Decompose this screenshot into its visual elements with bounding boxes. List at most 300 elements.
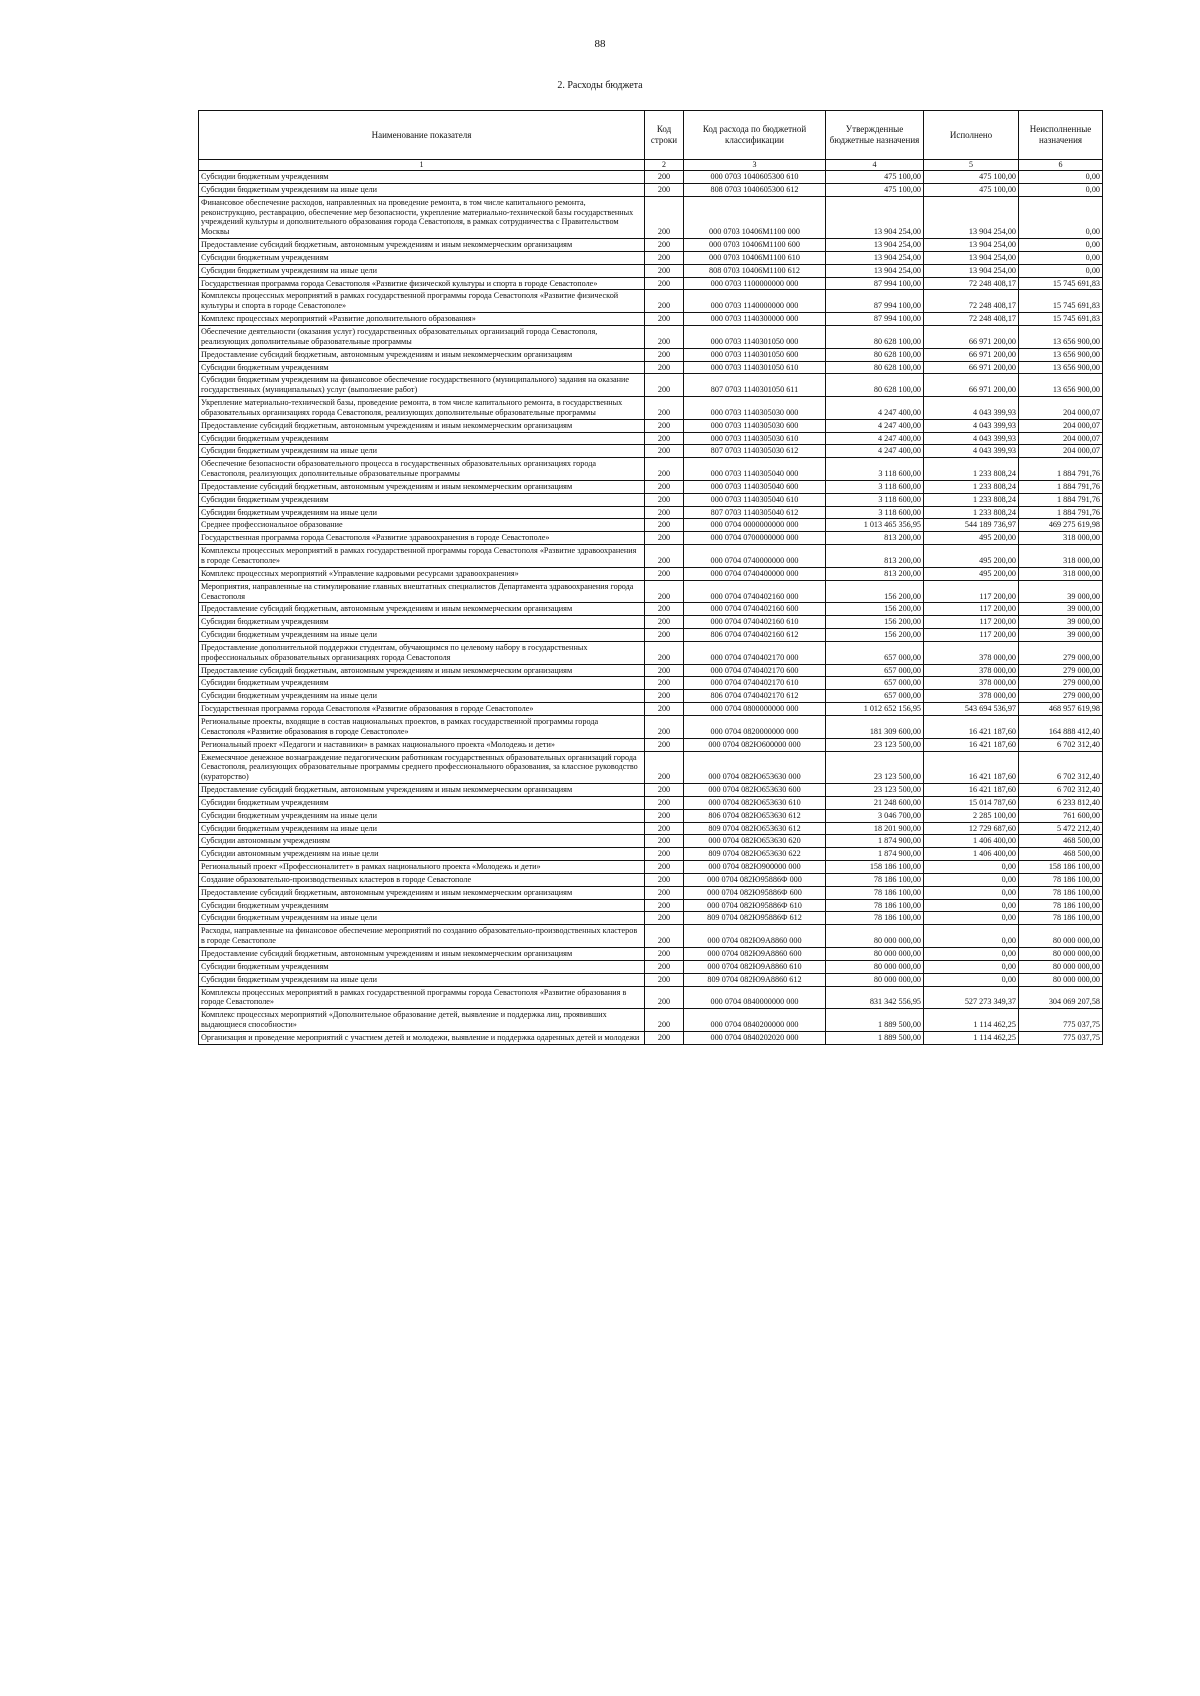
row-unexecuted: 158 186 100,00 <box>1019 861 1103 874</box>
table-row <box>199 986 1103 1009</box>
table-row <box>199 809 1103 822</box>
row-unexecuted: 468 957 619,98 <box>1019 703 1103 716</box>
row-approved: 78 186 100,00 <box>826 899 924 912</box>
row-name: Субсидии бюджетным учреждениям <box>199 251 645 264</box>
row-approved: 156 200,00 <box>826 616 924 629</box>
row-approved: 80 628 100,00 <box>826 374 924 397</box>
table-row <box>199 703 1103 716</box>
row-executed: 72 248 408,17 <box>924 277 1019 290</box>
row-line-code: 200 <box>645 835 684 848</box>
column-number: 2 <box>645 160 684 171</box>
row-unexecuted: 775 037,75 <box>1019 1031 1103 1044</box>
row-unexecuted: 0,00 <box>1019 196 1103 238</box>
row-unexecuted: 6 702 312,40 <box>1019 738 1103 751</box>
row-unexecuted: 15 745 691,83 <box>1019 313 1103 326</box>
row-executed: 1 233 808,24 <box>924 506 1019 519</box>
row-unexecuted: 304 069 207,58 <box>1019 986 1103 1009</box>
row-name: Мероприятия, направленные на стимулирование главных внештатных специалистов Департамента здравоохранения города Севастополя <box>199 580 645 603</box>
row-approved: 23 123 500,00 <box>826 751 924 784</box>
row-expense-code: 000 0704 0820000000 000 <box>684 715 826 738</box>
row-approved: 78 186 100,00 <box>826 912 924 925</box>
row-expense-code: 000 0703 1140305040 000 <box>684 458 826 481</box>
header-executed: Исполнено <box>924 111 1019 160</box>
row-name: Создание образовательно-производственных кластеров в городе Севастополе <box>199 873 645 886</box>
row-line-code: 200 <box>645 277 684 290</box>
row-line-code: 200 <box>645 325 684 348</box>
row-line-code: 200 <box>645 664 684 677</box>
row-executed: 16 421 187,60 <box>924 715 1019 738</box>
row-line-code: 200 <box>645 738 684 751</box>
row-expense-code: 809 0704 082Ю95886Ф 612 <box>684 912 826 925</box>
row-name: Субсидии бюджетным учреждениям <box>199 361 645 374</box>
row-executed: 16 421 187,60 <box>924 738 1019 751</box>
table-row <box>199 848 1103 861</box>
row-unexecuted: 13 656 900,00 <box>1019 361 1103 374</box>
row-expense-code: 000 0704 082Ю600000 000 <box>684 738 826 751</box>
table-row <box>199 973 1103 986</box>
row-expense-code: 000 0703 1140305030 600 <box>684 419 826 432</box>
table-row <box>199 1009 1103 1032</box>
table-row <box>199 567 1103 580</box>
row-line-code: 200 <box>645 715 684 738</box>
row-approved: 3 118 600,00 <box>826 493 924 506</box>
row-line-code: 200 <box>645 809 684 822</box>
row-expense-code: 000 0704 0740402160 610 <box>684 616 826 629</box>
row-line-code: 200 <box>645 796 684 809</box>
table-row <box>199 751 1103 784</box>
row-expense-code: 807 0703 1140305040 612 <box>684 506 826 519</box>
column-number: 5 <box>924 160 1019 171</box>
row-approved: 657 000,00 <box>826 641 924 664</box>
row-executed: 117 200,00 <box>924 603 1019 616</box>
row-name: Субсидии бюджетным учреждениям <box>199 677 645 690</box>
row-name: Комплекс процессных мероприятий «Развитие дополнительного образования» <box>199 313 645 326</box>
row-name: Предоставление субсидий бюджетным, автономным учреждениям и иным некоммерческим организациям <box>199 784 645 797</box>
row-expense-code: 806 0704 082Ю653630 612 <box>684 809 826 822</box>
row-executed: 12 729 687,60 <box>924 822 1019 835</box>
row-expense-code: 000 0703 10406М1100 000 <box>684 196 826 238</box>
row-approved: 13 904 254,00 <box>826 196 924 238</box>
row-expense-code: 806 0704 0740402170 612 <box>684 690 826 703</box>
row-name: Субсидии бюджетным учреждениям <box>199 493 645 506</box>
row-executed: 378 000,00 <box>924 677 1019 690</box>
row-name: Субсидии бюджетным учреждениям на иные цели <box>199 912 645 925</box>
row-approved: 80 000 000,00 <box>826 925 924 948</box>
row-approved: 3 118 600,00 <box>826 480 924 493</box>
table-row <box>199 960 1103 973</box>
row-executed: 13 904 254,00 <box>924 239 1019 252</box>
row-line-code: 200 <box>645 532 684 545</box>
row-executed: 0,00 <box>924 899 1019 912</box>
row-expense-code: 000 0703 1140301050 000 <box>684 325 826 348</box>
row-unexecuted: 39 000,00 <box>1019 603 1103 616</box>
row-approved: 4 247 400,00 <box>826 419 924 432</box>
row-name: Среднее профессиональное образование <box>199 519 645 532</box>
row-line-code: 200 <box>645 506 684 519</box>
row-unexecuted: 13 656 900,00 <box>1019 348 1103 361</box>
row-executed: 378 000,00 <box>924 690 1019 703</box>
row-executed: 495 200,00 <box>924 532 1019 545</box>
row-line-code: 200 <box>645 1009 684 1032</box>
row-executed: 4 043 399,93 <box>924 432 1019 445</box>
column-numbers-row <box>199 160 1103 171</box>
row-expense-code: 808 0703 1040605300 612 <box>684 183 826 196</box>
row-executed: 495 200,00 <box>924 567 1019 580</box>
row-name: Предоставление дополнительной поддержки студентам, обучающимся по целевому набору в государственных профессиональных образовательных организациях города Севастополя <box>199 641 645 664</box>
table-row <box>199 796 1103 809</box>
row-approved: 475 100,00 <box>826 183 924 196</box>
row-line-code: 200 <box>645 925 684 948</box>
row-expense-code: 000 0704 082Ю653630 610 <box>684 796 826 809</box>
row-name: Субсидии бюджетным учреждениям на иные цели <box>199 690 645 703</box>
row-name: Предоставление субсидий бюджетным, автономным учреждениям и иным некоммерческим организациям <box>199 239 645 252</box>
row-approved: 4 247 400,00 <box>826 432 924 445</box>
row-approved: 1 012 652 156,95 <box>826 703 924 716</box>
row-unexecuted: 1 884 791,76 <box>1019 493 1103 506</box>
row-executed: 13 904 254,00 <box>924 264 1019 277</box>
row-name: Субсидии бюджетным учреждениям на иные цели <box>199 822 645 835</box>
row-approved: 13 904 254,00 <box>826 264 924 277</box>
row-line-code: 200 <box>645 458 684 481</box>
row-line-code: 200 <box>645 603 684 616</box>
table-row <box>199 948 1103 961</box>
row-line-code: 200 <box>645 196 684 238</box>
row-line-code: 200 <box>645 784 684 797</box>
row-name: Субсидии автономным учреждениям <box>199 835 645 848</box>
row-expense-code: 809 0704 082Ю9А8860 612 <box>684 973 826 986</box>
row-line-code: 200 <box>645 899 684 912</box>
row-approved: 21 248 600,00 <box>826 796 924 809</box>
row-expense-code: 000 0704 0000000000 000 <box>684 519 826 532</box>
row-approved: 1 874 900,00 <box>826 848 924 861</box>
row-unexecuted: 318 000,00 <box>1019 567 1103 580</box>
row-line-code: 200 <box>645 313 684 326</box>
row-unexecuted: 164 888 412,40 <box>1019 715 1103 738</box>
row-executed: 72 248 408,17 <box>924 290 1019 313</box>
table-row <box>199 912 1103 925</box>
header-line-code: Код строки <box>645 111 684 160</box>
row-executed: 544 189 736,97 <box>924 519 1019 532</box>
row-executed: 0,00 <box>924 873 1019 886</box>
row-name: Комплексы процессных мероприятий в рамках государственной программы города Севастополя «Развитие образования в городе Севастополе» <box>199 986 645 1009</box>
row-expense-code: 000 0703 1140000000 000 <box>684 290 826 313</box>
table-row <box>199 835 1103 848</box>
row-name: Организация и проведение мероприятий с участием детей и молодежи, выявление и поддержка одаренных детей и молодежи <box>199 1031 645 1044</box>
row-approved: 18 201 900,00 <box>826 822 924 835</box>
row-name: Государственная программа города Севастополя «Развитие физической культуры и спорта в городе Севастополе» <box>199 277 645 290</box>
column-number: 1 <box>199 160 645 171</box>
row-name: Комплексы процессных мероприятий в рамках государственной программы города Севастополя «Развитие физической культуры и спорта в городе Севастополе» <box>199 290 645 313</box>
row-line-code: 200 <box>645 703 684 716</box>
row-line-code: 200 <box>645 493 684 506</box>
header-indicator-name: Наименование показателя <box>199 111 645 160</box>
row-name: Субсидии бюджетным учреждениям <box>199 171 645 184</box>
row-executed: 66 971 200,00 <box>924 325 1019 348</box>
row-expense-code: 000 0704 0800000000 000 <box>684 703 826 716</box>
row-executed: 1 233 808,24 <box>924 458 1019 481</box>
row-unexecuted: 6 702 312,40 <box>1019 784 1103 797</box>
row-expense-code: 000 0704 0740402170 600 <box>684 664 826 677</box>
row-approved: 181 309 600,00 <box>826 715 924 738</box>
row-unexecuted: 468 500,00 <box>1019 835 1103 848</box>
row-line-code: 200 <box>645 886 684 899</box>
row-approved: 80 628 100,00 <box>826 361 924 374</box>
table-row <box>199 925 1103 948</box>
row-unexecuted: 15 745 691,83 <box>1019 277 1103 290</box>
table-row <box>199 519 1103 532</box>
row-expense-code: 000 0703 10406М1100 600 <box>684 239 826 252</box>
row-name: Субсидии бюджетным учреждениям на иные цели <box>199 183 645 196</box>
table-row <box>199 445 1103 458</box>
row-name: Региональные проекты, входящие в состав национальных проектов, в рамках государственной программы города Севастополя «Развитие образования в городе Севастополе» <box>199 715 645 738</box>
row-executed: 0,00 <box>924 861 1019 874</box>
budget-expenses-table <box>198 110 1103 1045</box>
table-row <box>199 493 1103 506</box>
row-executed: 475 100,00 <box>924 171 1019 184</box>
row-approved: 3 046 700,00 <box>826 809 924 822</box>
row-unexecuted: 318 000,00 <box>1019 532 1103 545</box>
row-unexecuted: 279 000,00 <box>1019 677 1103 690</box>
table-row <box>199 886 1103 899</box>
row-executed: 13 904 254,00 <box>924 196 1019 238</box>
row-approved: 23 123 500,00 <box>826 784 924 797</box>
row-approved: 78 186 100,00 <box>826 886 924 899</box>
table-row <box>199 641 1103 664</box>
row-unexecuted: 78 186 100,00 <box>1019 886 1103 899</box>
row-line-code: 200 <box>645 361 684 374</box>
row-expense-code: 000 0704 082Ю653630 600 <box>684 784 826 797</box>
row-executed: 1 406 400,00 <box>924 835 1019 848</box>
row-name: Субсидии бюджетным учреждениям <box>199 432 645 445</box>
row-unexecuted: 80 000 000,00 <box>1019 925 1103 948</box>
row-expense-code: 000 0703 1100000000 000 <box>684 277 826 290</box>
row-line-code: 200 <box>645 912 684 925</box>
table-row <box>199 899 1103 912</box>
row-line-code: 200 <box>645 616 684 629</box>
row-executed: 495 200,00 <box>924 545 1019 568</box>
row-name: Предоставление субсидий бюджетным, автономным учреждениям и иным некоммерческим организациям <box>199 419 645 432</box>
row-line-code: 200 <box>645 677 684 690</box>
row-executed: 1 233 808,24 <box>924 480 1019 493</box>
table-row <box>199 239 1103 252</box>
row-unexecuted: 0,00 <box>1019 239 1103 252</box>
row-executed: 66 971 200,00 <box>924 361 1019 374</box>
row-name: Субсидии бюджетным учреждениям на иные цели <box>199 264 645 277</box>
row-unexecuted: 0,00 <box>1019 183 1103 196</box>
row-executed: 16 421 187,60 <box>924 784 1019 797</box>
row-expense-code: 806 0704 0740402160 612 <box>684 629 826 642</box>
row-executed: 4 043 399,93 <box>924 397 1019 420</box>
row-name: Субсидии бюджетным учреждениям <box>199 899 645 912</box>
row-expense-code: 000 0704 082Ю95886Ф 600 <box>684 886 826 899</box>
row-approved: 156 200,00 <box>826 580 924 603</box>
section-title: 2. Расходы бюджета <box>557 80 643 91</box>
row-expense-code: 000 0704 082Ю653630 620 <box>684 835 826 848</box>
row-name: Субсидии бюджетным учреждениям на иные цели <box>199 506 645 519</box>
row-unexecuted: 775 037,75 <box>1019 1009 1103 1032</box>
row-name: Ежемесячное денежное вознаграждение педагогическим работникам государственных образовательных организаций города Севастополя, реализующих образовательные программы среднего профессионального образования, за классное руководство (кураторство) <box>199 751 645 784</box>
row-name: Предоставление субсидий бюджетным, автономным учреждениям и иным некоммерческим организациям <box>199 886 645 899</box>
table-row <box>199 171 1103 184</box>
row-unexecuted: 279 000,00 <box>1019 664 1103 677</box>
header-approved: Утвержденные бюджетные назначения <box>826 111 924 160</box>
row-expense-code: 000 0704 082Ю9А8860 600 <box>684 948 826 961</box>
table-row <box>199 290 1103 313</box>
row-approved: 3 118 600,00 <box>826 458 924 481</box>
row-unexecuted: 1 884 791,76 <box>1019 480 1103 493</box>
row-expense-code: 000 0704 0700000000 000 <box>684 532 826 545</box>
table-row <box>199 432 1103 445</box>
row-executed: 16 421 187,60 <box>924 751 1019 784</box>
row-executed: 117 200,00 <box>924 580 1019 603</box>
row-expense-code: 000 0704 082Ю9А8860 610 <box>684 960 826 973</box>
row-line-code: 200 <box>645 848 684 861</box>
table-row <box>199 664 1103 677</box>
row-unexecuted: 39 000,00 <box>1019 616 1103 629</box>
row-unexecuted: 204 000,07 <box>1019 432 1103 445</box>
table-row <box>199 183 1103 196</box>
row-line-code: 200 <box>645 629 684 642</box>
row-expense-code: 000 0703 1140301050 600 <box>684 348 826 361</box>
row-name: Субсидии бюджетным учреждениям <box>199 616 645 629</box>
row-approved: 4 247 400,00 <box>826 445 924 458</box>
row-executed: 0,00 <box>924 948 1019 961</box>
row-expense-code: 000 0704 0740402160 000 <box>684 580 826 603</box>
row-approved: 813 200,00 <box>826 545 924 568</box>
row-line-code: 200 <box>645 986 684 1009</box>
row-unexecuted: 204 000,07 <box>1019 397 1103 420</box>
table-row <box>199 361 1103 374</box>
row-line-code: 200 <box>645 822 684 835</box>
row-name: Расходы, направленные на финансовое обеспечение мероприятий по созданию образовательно-производственных кластеров в городе Севастополе <box>199 925 645 948</box>
row-approved: 80 628 100,00 <box>826 348 924 361</box>
row-name: Субсидии бюджетным учреждениям на иные цели <box>199 445 645 458</box>
table-row <box>199 690 1103 703</box>
table-row <box>199 196 1103 238</box>
row-name: Государственная программа города Севастополя «Развитие образования в городе Севастополе» <box>199 703 645 716</box>
row-approved: 1 889 500,00 <box>826 1031 924 1044</box>
row-expense-code: 000 0704 0740402160 600 <box>684 603 826 616</box>
row-executed: 117 200,00 <box>924 629 1019 642</box>
row-executed: 4 043 399,93 <box>924 419 1019 432</box>
row-executed: 66 971 200,00 <box>924 348 1019 361</box>
row-name: Предоставление субсидий бюджетным, автономным учреждениям и иным некоммерческим организациям <box>199 948 645 961</box>
row-expense-code: 809 0704 082Ю653630 612 <box>684 822 826 835</box>
row-name: Региональный проект «Профессионалитет» в рамках национального проекта «Молодежь и дети» <box>199 861 645 874</box>
row-approved: 156 200,00 <box>826 603 924 616</box>
row-executed: 0,00 <box>924 925 1019 948</box>
row-line-code: 200 <box>645 171 684 184</box>
row-name: Предоставление субсидий бюджетным, автономным учреждениям и иным некоммерческим организациям <box>199 664 645 677</box>
table-row <box>199 374 1103 397</box>
row-expense-code: 000 0703 1140300000 000 <box>684 313 826 326</box>
row-expense-code: 000 0704 0840200000 000 <box>684 1009 826 1032</box>
row-line-code: 200 <box>645 264 684 277</box>
row-expense-code: 000 0703 10406М1100 610 <box>684 251 826 264</box>
row-approved: 78 186 100,00 <box>826 873 924 886</box>
row-name: Предоставление субсидий бюджетным, автономным учреждениям и иным некоммерческим организациям <box>199 348 645 361</box>
table-row <box>199 458 1103 481</box>
table-row <box>199 861 1103 874</box>
row-approved: 13 904 254,00 <box>826 251 924 264</box>
table-row <box>199 264 1103 277</box>
row-line-code: 200 <box>645 960 684 973</box>
row-name: Финансовое обеспечение расходов, направленных на проведение ремонта, в том числе капитального ремонта, реконструкцию, реставрацию, обеспечение мер безопасности, укрепление материально-технической базы государственных учреждений культуры и дополнительного образования города Севастополя, в рамках сотрудничества с Правительством Москвы <box>199 196 645 238</box>
table-row <box>199 506 1103 519</box>
row-unexecuted: 279 000,00 <box>1019 641 1103 664</box>
row-name: Обеспечение деятельности (оказания услуг) государственных образовательных организаций города Севастополя, реализующих дополнительные образовательные программы <box>199 325 645 348</box>
table-row <box>199 277 1103 290</box>
table-row <box>199 873 1103 886</box>
column-number: 4 <box>826 160 924 171</box>
row-expense-code: 000 0703 1140305040 600 <box>684 480 826 493</box>
row-line-code: 200 <box>645 641 684 664</box>
row-unexecuted: 13 656 900,00 <box>1019 325 1103 348</box>
row-line-code: 200 <box>645 861 684 874</box>
row-executed: 475 100,00 <box>924 183 1019 196</box>
row-unexecuted: 469 275 619,98 <box>1019 519 1103 532</box>
table-row <box>199 677 1103 690</box>
row-line-code: 200 <box>645 374 684 397</box>
row-unexecuted: 1 884 791,76 <box>1019 458 1103 481</box>
row-expense-code: 000 0704 0740402170 610 <box>684 677 826 690</box>
row-unexecuted: 78 186 100,00 <box>1019 912 1103 925</box>
row-approved: 1 874 900,00 <box>826 835 924 848</box>
row-expense-code: 000 0703 1140301050 610 <box>684 361 826 374</box>
row-line-code: 200 <box>645 348 684 361</box>
row-approved: 3 118 600,00 <box>826 506 924 519</box>
row-name: Субсидии бюджетным учреждениям <box>199 796 645 809</box>
row-line-code: 200 <box>645 239 684 252</box>
row-name: Предоставление субсидий бюджетным, автономным учреждениям и иным некоммерческим организациям <box>199 480 645 493</box>
row-expense-code: 000 0704 082Ю95886Ф 610 <box>684 899 826 912</box>
row-line-code: 200 <box>645 1031 684 1044</box>
row-executed: 66 971 200,00 <box>924 374 1019 397</box>
row-name: Комплекс процессных мероприятий «Управление кадровыми ресурсами здравоохранения» <box>199 567 645 580</box>
row-unexecuted: 13 656 900,00 <box>1019 374 1103 397</box>
row-approved: 80 000 000,00 <box>826 973 924 986</box>
row-approved: 813 200,00 <box>826 567 924 580</box>
row-unexecuted: 6 233 812,40 <box>1019 796 1103 809</box>
row-unexecuted: 39 000,00 <box>1019 580 1103 603</box>
row-expense-code: 000 0704 082Ю653630 000 <box>684 751 826 784</box>
row-name: Обеспечение безопасности образовательного процесса в государственных образовательных организациях города Севастополя, реализующих дополнительные образовательные программы <box>199 458 645 481</box>
table-row <box>199 580 1103 603</box>
row-name: Субсидии бюджетным учреждениям на иные цели <box>199 809 645 822</box>
row-executed: 15 014 787,60 <box>924 796 1019 809</box>
row-unexecuted: 6 702 312,40 <box>1019 751 1103 784</box>
row-approved: 80 000 000,00 <box>826 960 924 973</box>
table-row <box>199 419 1103 432</box>
table-row <box>199 822 1103 835</box>
row-line-code: 200 <box>645 751 684 784</box>
row-approved: 80 628 100,00 <box>826 325 924 348</box>
row-line-code: 200 <box>645 545 684 568</box>
row-approved: 657 000,00 <box>826 664 924 677</box>
row-unexecuted: 204 000,07 <box>1019 419 1103 432</box>
row-approved: 158 186 100,00 <box>826 861 924 874</box>
row-approved: 813 200,00 <box>826 532 924 545</box>
row-executed: 378 000,00 <box>924 641 1019 664</box>
row-approved: 87 994 100,00 <box>826 290 924 313</box>
row-executed: 378 000,00 <box>924 664 1019 677</box>
table-row <box>199 784 1103 797</box>
row-line-code: 200 <box>645 519 684 532</box>
row-unexecuted: 468 500,00 <box>1019 848 1103 861</box>
table-row <box>199 738 1103 751</box>
row-unexecuted: 80 000 000,00 <box>1019 960 1103 973</box>
row-unexecuted: 0,00 <box>1019 264 1103 277</box>
